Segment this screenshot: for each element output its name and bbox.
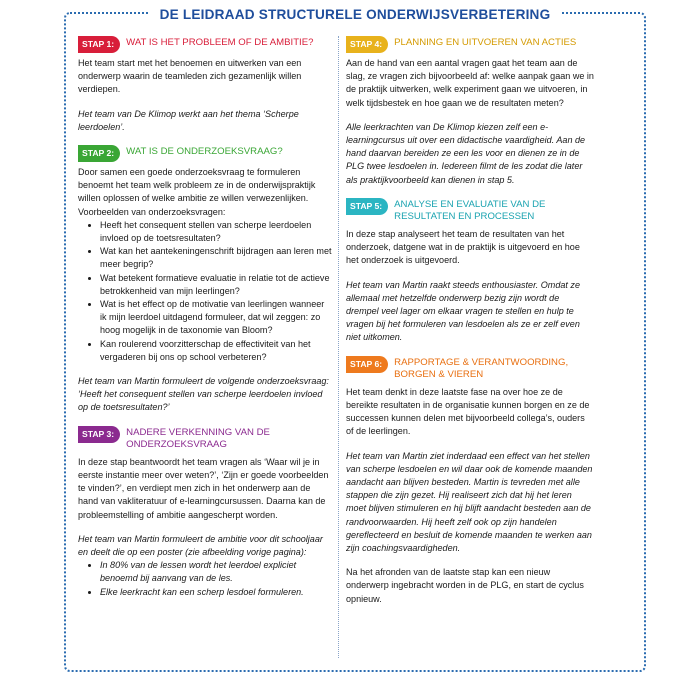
step-4-header [346, 36, 594, 53]
step-2-badge: STAP 2: [78, 145, 120, 162]
column-divider [338, 36, 339, 658]
step-1-badge: STAP 1: [78, 36, 120, 53]
step-1-header [78, 36, 332, 53]
step-5-title: ANALYSE EN EVALUATIE VAN DE RESULTATEN EN PROCESSEN [394, 198, 546, 223]
step-4-body: Aan de hand van een aantal vragen gaat het team aan de slag, ze vragen zich bijvoorbeeld af: welke aanpak gaan we in de praktijk uitwerken, welk experiment gaan we uitvoeren, in welk tijdsbestek en hoe gaan we de resultaten meten? [346, 58, 594, 108]
step-1-title: WAT IS HET PROBLEEM OF DE AMBITIE? [126, 37, 314, 48]
list-item: • Elke leerkracht kan een scherp lesdoel formuleren. [100, 586, 332, 599]
list-item: • Heeft het consequent stellen van scherpe leerdoelen invloed op de toetsresultaten? [100, 219, 332, 245]
step-3-badge: STAP 3: [78, 426, 120, 443]
step-6-body: Het team denkt in deze laatste fase na over hoe ze de bereikte resultaten in de organisatie kunnen borgen en ze de successen kunnen delen met bijvoorbeeld collega’s, ouders of de leerlingen. [346, 386, 590, 437]
step-3-title: NADERE VERKENNING VAN DE ONDERZOEKSVRAAG [126, 426, 270, 451]
step-4-title: PLANNING EN UITVOEREN VAN ACTIES [394, 37, 577, 48]
list-item: • Wat is het effect op de motivatie van leerlingen wanneer ik mijn leerdoel uitdagend formuleer, dat wil zeggen: zo hoog mogelijk in de taxonomie van Bloom? [100, 298, 332, 338]
step-5-body: In deze stap analyseert het team de resultaten van het onderzoek, datgene wat in de praktijk is uitgevoerd en hoe het onderzoek is uitgevoerd. [346, 229, 580, 266]
step-6-header [346, 356, 594, 382]
step-6-title: RAPPORTAGE & VERANTWOORDING, BORGEN & VIEREN [394, 356, 569, 381]
step-3-body: In deze stap beantwoordt het team vragen als ‘Waar wil je in eerste instantie meer over weten?’, ‘Zijn er goede voorbeelden te vinden?’, en verdiept men zich in het onderwerp aan de hand van vakliteratuur of e-learningcursussen. Daarna kan de probleemstelling of ambitie aangescherpt worden. [78, 456, 329, 520]
step-5-badge: STAP 5: [346, 198, 388, 215]
left-column [78, 36, 332, 610]
step-2-example: Het team van Martin formuleert de volgende onderzoeksvraag: ‘Heeft het consequent stellen van scherpe leerdoelen invloed op de toetsresultaten?’ [78, 376, 329, 413]
list-item: • In 80% van de lessen wordt het leerdoel expliciet benoemd bij aanvang van de les. [100, 559, 332, 585]
page-title: DE LEIDRAAD STRUCTURELE ONDERWIJSVERBETERING [150, 7, 561, 22]
right-column [346, 36, 594, 617]
step-4-badge: STAP 4: [346, 36, 388, 53]
step-1-body: Het team start met het benoemen en uitwerken van een onderwerp waarin de teamleden zich gezamenlijk willen verdiepen. [78, 58, 302, 95]
step-5-example: Het team van Martin raakt steeds enthousiaster. Omdat ze allemaal met hetzelfde onderwerp bezig zijn wordt de drempel veel lager om elkaar vragen te stellen en hulp te vragen bij het formuleren van lesdoelen als ze er zelf even niet uitkomen. [346, 279, 580, 343]
step-3-header [78, 426, 332, 452]
step-2-body: Door samen een goede onderzoeksvraag te formuleren benoemt het team welk probleem ze in de onderwijspraktijk willen oplossen of welke ambitie ze willen verwezenlijken. Voorbeelden van onderzoeksvragen: [78, 167, 316, 217]
step-3-ambition-list [78, 559, 332, 599]
page-title-bar [64, 6, 646, 24]
list-item: • Wat betekent formatieve evaluatie in relatie tot de actieve betrokkenheid van mijn leerlingen? [100, 272, 332, 298]
step-6-badge: STAP 6: [346, 356, 388, 373]
list-item: • Kan roulerend voorzitterschap de effectiviteit van het vergaderen bij ons op school verbeteren? [100, 338, 332, 364]
list-item: • Wat kan het aantekeningenschrift bijdragen aan leren met meer begrip? [100, 245, 332, 271]
step-6-example: Het team van Martin ziet inderdaad een effect van het stellen van scherpe lesdoelen en wil daar ook de komende maanden aandacht aan blijven besteden. Martin is tevreden met alle stappen die zijn gezet. Hij realiseert zich dat hij het leren moet blijven stimuleren en hij blijft aandacht besteden aan de randvoorwaarden. Hij heeft zelf ook op zijn handelen gereflecteerd en besluit de komende maanden te werken aan zijn coachingsvaardigheden. [346, 450, 593, 554]
step-2-question-list [78, 219, 332, 364]
step-2-title: WAT IS DE ONDERZOEKSVRAAG? [126, 146, 283, 158]
closing-text: Na het afronden van de laatste stap kan een nieuw onderwerp ingebracht worden in de PLG, en start de cyclus opnieuw. [346, 567, 584, 604]
step-5-header [346, 198, 594, 224]
step-2-header [78, 145, 332, 162]
step-4-example: Alle leerkrachten van De Klimop kiezen zelf een e-learningcursus uit over een didactische vaardigheid. Aan de hand daarvan bereiden ze een les voor en dienen ze in de PLG twee lesdoelen in. Iedereen filmt de les zodat die later als praktijkvoorbeeld kan dienen in stap 5. [346, 121, 586, 185]
step-3-example: Het team van Martin formuleert de ambitie voor dit schooljaar en deelt die op een poster (zie afbeelding vorige pagina): [78, 533, 323, 558]
step-1-example: Het team van De Klimop werkt aan het thema ‘Scherpe leerdoelen’. [78, 108, 299, 132]
